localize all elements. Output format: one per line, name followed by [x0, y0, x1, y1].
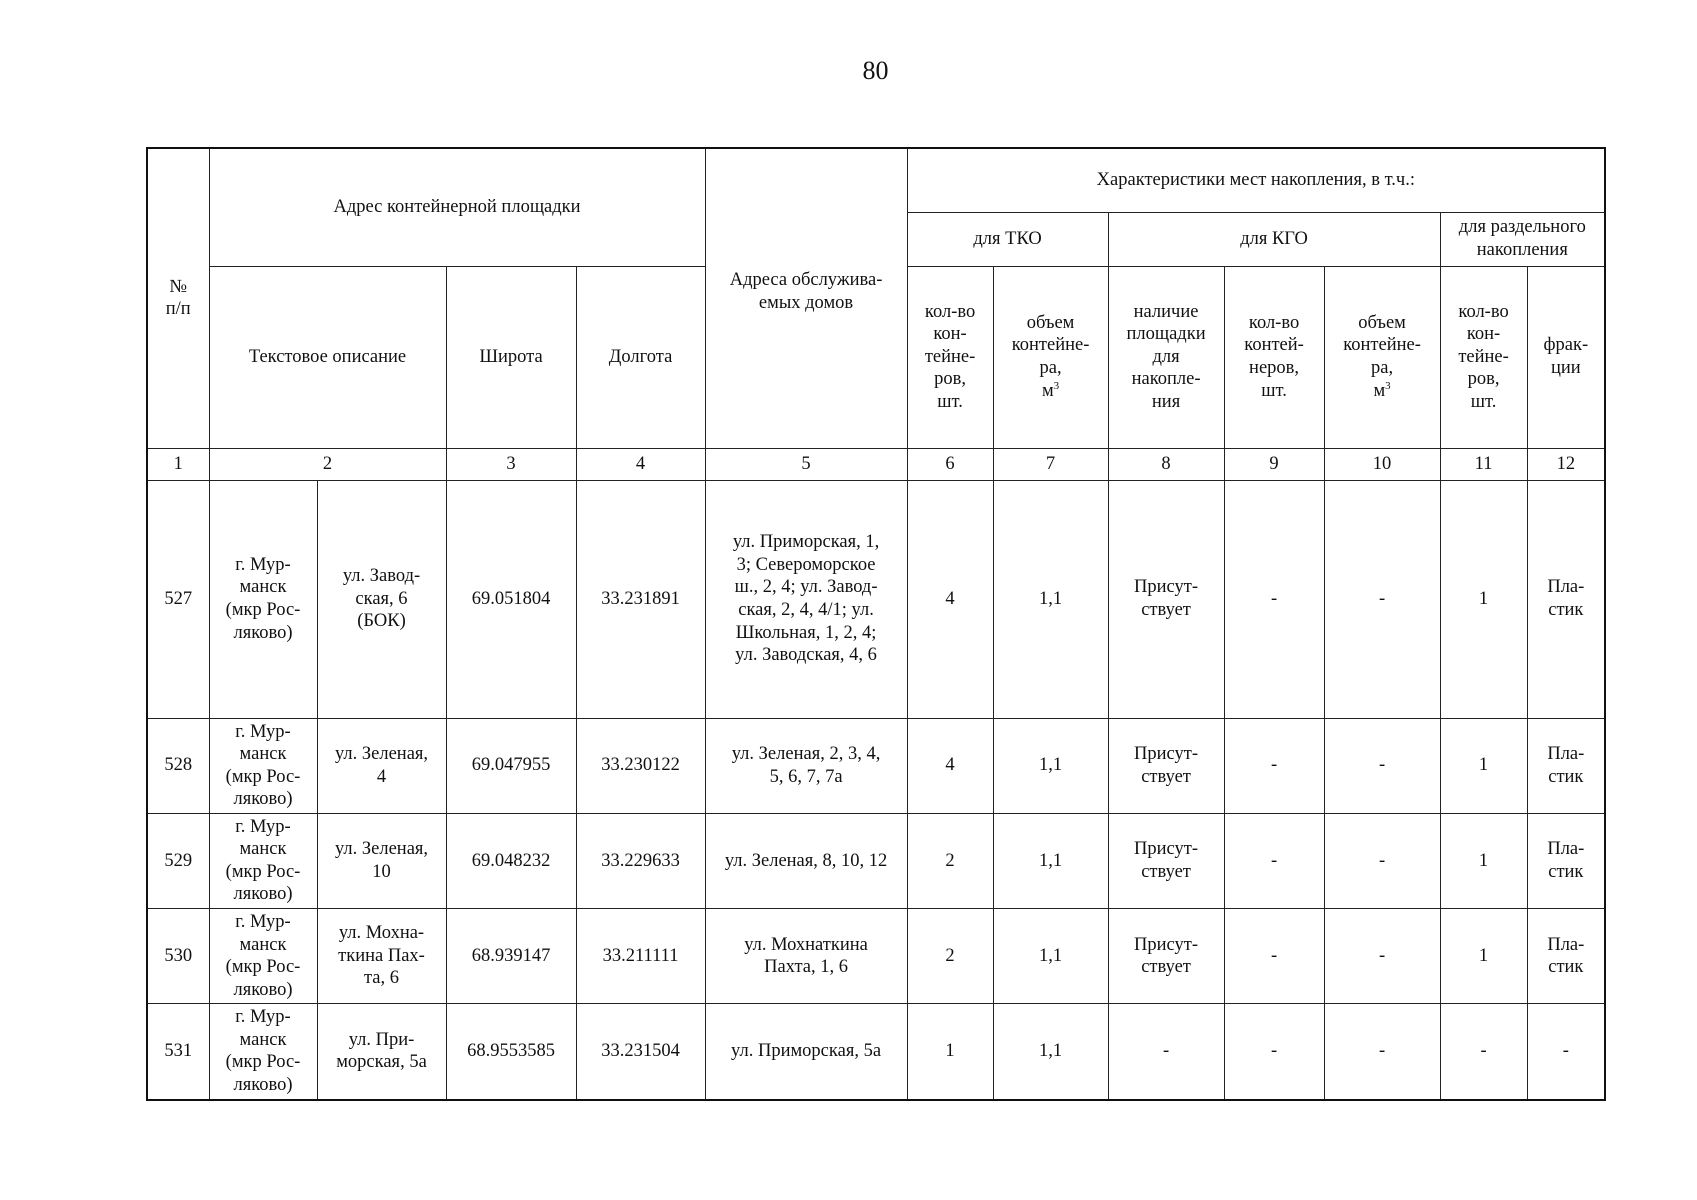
- row-num: 529: [147, 813, 209, 908]
- table-row: [147, 909, 1605, 1004]
- row-sep-fraction: -: [1527, 1004, 1605, 1100]
- row-kgo-volume: -: [1324, 1004, 1440, 1100]
- row-kgo-count: -: [1224, 480, 1324, 718]
- row-tko-count: 2: [907, 813, 993, 908]
- column-number: 11: [1440, 448, 1527, 480]
- row-kgo-presence: Присут- ствует: [1108, 813, 1224, 908]
- row-tko-volume: 1,1: [993, 813, 1108, 908]
- header-address-group: Адрес контейнерной площадки: [209, 148, 705, 266]
- row-city: г. Мур- манск (мкр Рос- ляково): [209, 480, 317, 718]
- row-longitude: 33.231891: [576, 480, 705, 718]
- header-tko-volume-exp: 3: [1053, 379, 1060, 392]
- row-tko-count: 4: [907, 718, 993, 813]
- row-sep-count: 1: [1440, 718, 1527, 813]
- row-kgo-presence: Присут- ствует: [1108, 480, 1224, 718]
- row-kgo-presence: Присут- ствует: [1108, 718, 1224, 813]
- header-tko: для ТКО: [907, 212, 1108, 266]
- column-number: 12: [1527, 448, 1605, 480]
- column-number: 8: [1108, 448, 1224, 480]
- row-kgo-volume: -: [1324, 480, 1440, 718]
- header-latitude: Широта: [446, 266, 576, 448]
- header-longitude: Долгота: [576, 266, 705, 448]
- row-sep-count: 1: [1440, 813, 1527, 908]
- row-latitude: 69.051804: [446, 480, 576, 718]
- header-tko-volume: [993, 266, 1108, 448]
- header-sep-fraction: фрак- ции: [1527, 266, 1605, 448]
- header-tko-count: кол-во кон- тейне- ров, шт.: [907, 266, 993, 448]
- row-kgo-presence: Присут- ствует: [1108, 909, 1224, 1004]
- header-characteristics: Характеристики мест накопления, в т.ч.:: [907, 148, 1605, 212]
- row-kgo-count: -: [1224, 718, 1324, 813]
- header-num: № п/п: [147, 148, 209, 448]
- row-tko-volume: 1,1: [993, 1004, 1108, 1100]
- page-number: 80: [862, 56, 889, 85]
- row-latitude: 68.939147: [446, 909, 576, 1004]
- header-tko-volume-unit: м: [1041, 380, 1054, 401]
- row-tko-volume: 1,1: [993, 718, 1108, 813]
- row-num: 531: [147, 1004, 209, 1100]
- table-row: [147, 1004, 1605, 1100]
- row-served-houses: ул. Зеленая, 2, 3, 4, 5, 6, 7, 7а: [705, 718, 907, 813]
- header-kgo: для КГО: [1108, 212, 1440, 266]
- row-latitude: 68.9553585: [446, 1004, 576, 1100]
- row-num: 530: [147, 909, 209, 1004]
- row-latitude: 69.047955: [446, 718, 576, 813]
- column-number: 4: [576, 448, 705, 480]
- row-sep-fraction: Пла- стик: [1527, 813, 1605, 908]
- row-tko-volume: 1,1: [993, 480, 1108, 718]
- header-separate: для раздельного накопления: [1440, 212, 1605, 266]
- table-row: [147, 480, 1605, 718]
- row-street: ул. При- морская, 5а: [317, 1004, 446, 1100]
- row-kgo-volume: -: [1324, 813, 1440, 908]
- row-served-houses: ул. Приморская, 1, 3; Североморское ш., 2, 4; ул. Завод- ская, 2, 4, 4/1; ул. Школьная, 1, 2, 4; ул. Заводская, 4, 6: [705, 480, 907, 718]
- row-kgo-volume: -: [1324, 909, 1440, 1004]
- row-kgo-count: -: [1224, 909, 1324, 1004]
- row-city: г. Мур- манск (мкр Рос- ляково): [209, 1004, 317, 1100]
- column-number: 2: [209, 448, 446, 480]
- container-sites-table: [146, 147, 1606, 1101]
- row-kgo-volume: -: [1324, 718, 1440, 813]
- row-tko-count: 1: [907, 1004, 993, 1100]
- column-number: 6: [907, 448, 993, 480]
- row-city: г. Мур- манск (мкр Рос- ляково): [209, 813, 317, 908]
- header-kgo-volume-exp: 3: [1385, 379, 1391, 392]
- row-served-houses: ул. Зеленая, 8, 10, 12: [705, 813, 907, 908]
- row-longitude: 33.229633: [576, 813, 705, 908]
- row-num: 527: [147, 480, 209, 718]
- header-sep-count: кол-во кон- тейне- ров, шт.: [1440, 266, 1527, 448]
- row-street: ул. Зеленая, 4: [317, 718, 446, 813]
- row-tko-count: 4: [907, 480, 993, 718]
- column-number: 7: [993, 448, 1108, 480]
- header-kgo-volume-label: объем контейне- ра,: [1343, 312, 1421, 378]
- row-sep-count: 1: [1440, 480, 1527, 718]
- row-kgo-count: -: [1224, 1004, 1324, 1100]
- table-row: [147, 718, 1605, 813]
- row-kgo-count: -: [1224, 813, 1324, 908]
- row-city: г. Мур- манск (мкр Рос- ляково): [209, 909, 317, 1004]
- row-served-houses: ул. Мохнаткина Пахта, 1, 6: [705, 909, 907, 1004]
- row-longitude: 33.231504: [576, 1004, 705, 1100]
- column-number: 1: [147, 448, 209, 480]
- row-city: г. Мур- манск (мкр Рос- ляково): [209, 718, 317, 813]
- row-sep-count: 1: [1440, 909, 1527, 1004]
- header-kgo-volume: [1324, 266, 1440, 448]
- row-sep-fraction: Пла- стик: [1527, 718, 1605, 813]
- row-tko-count: 2: [907, 909, 993, 1004]
- row-sep-count: -: [1440, 1004, 1527, 1100]
- row-kgo-presence: -: [1108, 1004, 1224, 1100]
- row-longitude: 33.230122: [576, 718, 705, 813]
- header-text-description: Текстовое описание: [209, 266, 446, 448]
- row-latitude: 69.048232: [446, 813, 576, 908]
- row-num: 528: [147, 718, 209, 813]
- row-longitude: 33.211111: [576, 909, 705, 1004]
- row-street: ул. Мохна- ткина Пах- та, 6: [317, 909, 446, 1004]
- header-kgo-volume-unit: м: [1373, 380, 1386, 401]
- row-served-houses: ул. Приморская, 5а: [705, 1004, 907, 1100]
- row-street: ул. Завод- ская, 6 (БОК): [317, 480, 446, 718]
- row-sep-fraction: Пла- стик: [1527, 480, 1605, 718]
- header-kgo-presence: наличие площадки для накопле- ния: [1108, 266, 1224, 448]
- table-row: [147, 813, 1605, 908]
- row-tko-volume: 1,1: [993, 909, 1108, 1004]
- column-number: 3: [446, 448, 576, 480]
- column-number: 10: [1324, 448, 1440, 480]
- row-sep-fraction: Пла- стик: [1527, 909, 1605, 1004]
- column-number: 5: [705, 448, 907, 480]
- row-street: ул. Зеленая, 10: [317, 813, 446, 908]
- column-number: 9: [1224, 448, 1324, 480]
- header-kgo-count: кол-во контей- неров, шт.: [1224, 266, 1324, 448]
- header-served-houses: Адреса обслужива- емых домов: [705, 148, 907, 448]
- header-tko-volume-label: объем контейне- ра,: [1011, 312, 1090, 378]
